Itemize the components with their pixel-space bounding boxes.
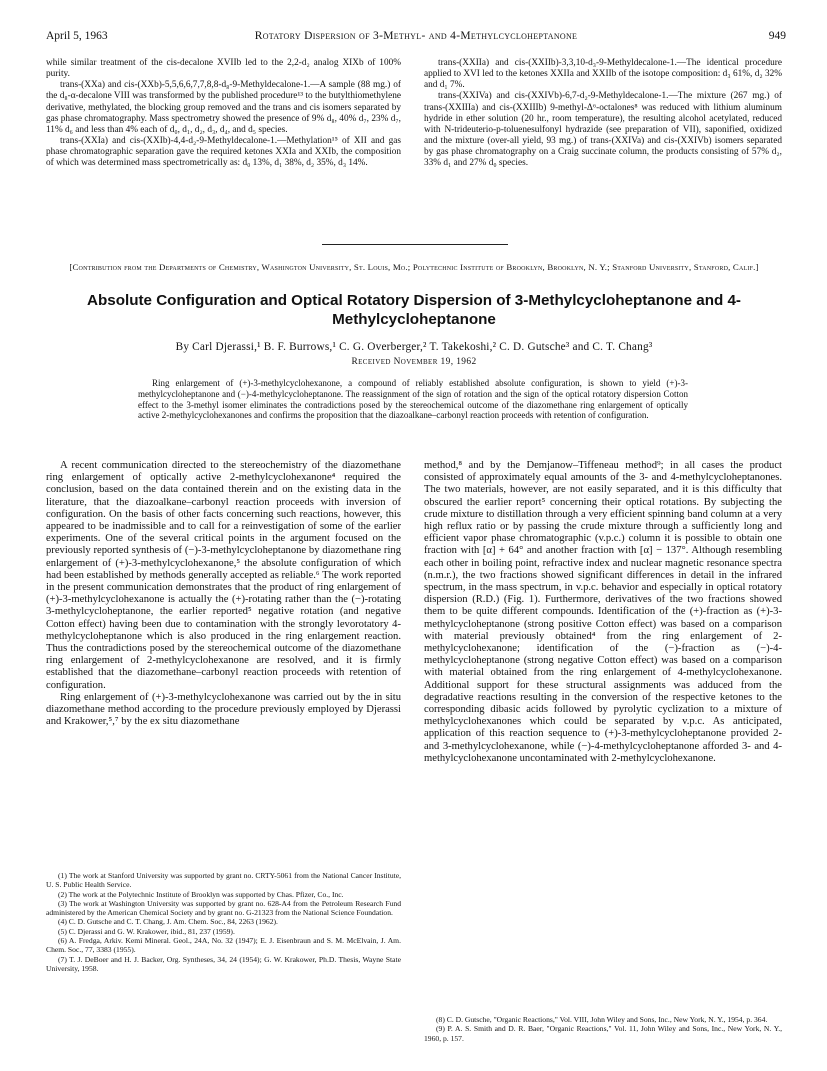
paragraph: trans-(XXIVa) and cis-(XXIVb)-6,7-d₂-9-Methyldecalone-1.—The mixture (267 mg.) of trans-(XXIIIa) and cis-(XXIIIb) 9-methyl-Δ⁶-octalones⁸ was reduced with lithium aluminum hydride in ether solution (20 hr., room temperature), the resulting alcohol acetylated, reduced with N-trideuterio-p-toluenesulfonyl hydrazide (see preparation of VII), saponified, oxidized and the mixture (over-all yield, 93 mg.) of trans-(XXIVa) and cis-(XXIVb) isomers separated by gas phase chromatography on a Craig succinate column, the products consisting of 57% d₂, 33% d₁ and 27% d₀ species. [424,91,782,169]
previous-article-right-column [424,58,782,170]
body-left-column [46,460,401,728]
article-divider [322,244,508,245]
paragraph: trans-(XXa) and cis-(XXb)-5,5,6,6,7,7,8,8-d₈-9-Methyldecalone-1.—A sample (88 mg.) of the d₈-α-decalone VIII was transformed by the published procedure¹³ to the butylthiomethylene derivative, methylated, the blocking group removed and the trans and cis isomers separated by gas phase chromatography. Mass spectrometry showed the presence of 9% d₈, 40% d₇, 23% d₇, 11% d₆ and less than 4% each of d₀, d₁, d₂, d₃, d₄, and d₅ species. [46,80,401,135]
author-line: By Carl Djerassi,¹ B. F. Burrows,¹ C. G. Overberger,² T. Takekoshi,² C. D. Gutsche³ and C. T. Chang³ [175,341,653,353]
footnote: (7) T. J. DeBoer and H. J. Backer, Org. Syntheses, 34, 24 (1954); G. W. Krakower, Ph.D. Thesis, Wayne State University, 1958. [46,954,401,973]
paragraph: A recent communication directed to the stereochemistry of the diazomethane ring enlargement of optically active 2-methylcyclohexanone⁴ required the conclusion, based on the data contained therein and on the existing data in the literature, that the diazoalkane–carbonyl reaction proceeds with inversion of configuration. On the basis of other facts concerning such reactions, however, this appeared to be inadmissible and to call for a reinvestigation of some of the earlier experiments. One of the several critical points in the argument focused on the previously reported synthesis of (−)-3-methylcycloheptanone by diazomethane ring enlargement of (+)-3-methylcyclohexanone,⁵ the absolute configuration of which had been established by methods generally accepted as reliable.⁶ The work reported in the present communication demonstrates that the product of ring enlargement of (+)-3-methylcyclohexanone is actually the (+)-rotating rather than the (−)-rotating 3-methylcycloheptanone, the earlier reported⁵ negative rotation (and negative Cotton effect) having been due to contamination with the strongly levorotatory 4-methylcycloheptanone which is also produced in the ring enlargement reaction. Thus the contradictions posed by the stereochemical outcome of the diazomethane ring enlargement of 2-methylcyclohexanone are resolved, and it is firmly established that the diazomethane–carbonyl reaction proceeds with retention of configuration. [46,460,401,691]
previous-article-left-column [46,58,401,170]
footnote: (3) The work at Washington University was supported by grant no. 628-A4 from the Petroleum Research Fund administered by the American Chemical Society and by grant no. G-21323 from the National Science Foundation. [46,898,401,918]
paragraph: while similar treatment of the cis-decalone XVIIb led to the 2,2-d₂ analog XIXb of 100% purity. [46,58,401,80]
issue-date: April 5, 1963 [46,30,108,42]
footnotes-right [424,1015,782,1043]
paragraph: trans-(XXIa) and cis-(XXIb)-4,4-d₂-9-Methyldecalone-1.—Methylation¹⁵ of XII and gas phase chromatographic separation gave the required ketones XXIa and XXIb, the composition of which was determined mass spectrometrically as: d₀ 13%, d₁ 38%, d₂ 35%, d₃ 14%. [46,136,401,169]
footnotes-left [46,871,401,973]
article-title: Absolute Configuration and Optical Rotatory Dispersion of 3-Methylcycloheptanone and 4-Methylcycloheptanone [87,292,741,328]
paragraph: Ring enlargement of (+)-3-methylcyclohexanone was carried out by the in situ diazomethane method according to the procedure previously employed by Djerassi and Krakower,⁵,⁷ by the ex situ diazomethane [46,691,401,728]
abstract: Ring enlargement of (+)-3-methylcyclohexanone, a compound of reliably established absolute configuration, is shown to yield (+)-3-methylcycloheptanone and (−)-4-methylcycloheptanone. The reassignment of the sign of rotation and the sign of the optical rotatory dispersion Cotton effect to the 3-methyl isomer eliminates the contradictions posed by the stereochemical outcome of the diazomethane ring enlargement of optically active 2-methylcyclohexanones and confirms the proposition that the diazoalkane–carbonyl reaction proceeds with retention of configuration. [138,378,688,421]
footnote: (1) The work at Stanford University was supported by grant no. CRTY-5061 from the National Cancer Institute, U. S. Public Health Service. [46,871,401,890]
running-title: Rotatory Dispersion of 3-Methyl- and 4-Methylcycloheptanone [254,30,578,42]
body-right-column [424,460,782,765]
footnote: (2) The work at the Polytechnic Institute of Brooklyn was supported by Chas. Pfizer, Co., Inc. [58,889,344,899]
footnote: (5) C. Djerassi and G. W. Krakower, ibid., 81, 237 (1959). [58,926,235,936]
footnote: (6) A. Fredga, Arkiv. Kemi Mineral. Geol., 24A, No. 32 (1947); E. J. Eisenbraun and S. M. McElvain, J. Am. Chem. Soc., 77, 3383 (1955). [46,936,401,955]
contribution-line: [Contribution from the Departments of Chemistry, Washington University, St. Louis, Mo.; Polytechnic Institute of Brooklyn, Brooklyn, N. Y.; Stanford University, Stanford, Calif.] [69,262,759,272]
footnote: (4) C. D. Gutsche and C. T. Chang, J. Am. Chem. Soc., 84, 2263 (1962). [58,917,278,927]
running-head [46,30,786,46]
footnote: (9) P. A. S. Smith and D. R. Baer, "Organic Reactions," Vol. 11, John Wiley and Sons, Inc., New York, N. Y., 1960, p. 157. [424,1024,782,1043]
page-number: 949 [768,30,786,42]
paragraph: trans-(XXIIa) and cis-(XXIIb)-3,3,10-d₃-9-Methyldecalone-1.—The identical procedure applied to XVI led to the ketones XXIIa and XXIIb of the isotope composition: d₃ 61%, d₂ 32% and d₁ 7%. [424,58,782,91]
received-date: Received November 19, 1962 [351,357,477,367]
paragraph: method,⁸ and by the Demjanow–Tiffeneau method⁹; in all cases the product consisted of approximately equal amounts of the 3- and 4-methylcycloheptanones. The two materials, however, are not easily separated, and it is this difficulty that obscured the earlier report⁵ concerning their optical rotations. By subjecting the crude mixture to distillation through a very efficient spinning band column at a very high reflux ratio or by passing the crude mixture through a sufficiently long and efficient vapor phase chromatographic (v.p.c.) column it is possible to obtain one fraction with [α] + 64° and another fraction with [α] − 137°. Although resembling each other in boiling point, refractive index and nuclear magnetic resonance spectra (n.m.r.), the two fractions showed significant differences in detail in the infrared spectrum, in the mass spectrum, in v.p.c. behavior and especially in optical rotatory dispersion (R.D.) (Fig. 1). Furthermore, derivatives of the two fractions showed them to be quite different compounds. Identification of the (+)-fraction as (+)-3-methylcycloheptanone (strong positive Cotton effect) was based on a comparison with material previously obtained⁴ from the ring enlargement of 2-methylcyclohexanone; identification of the (−)-fraction as (−)-4-methylcycloheptanone (strong negative Cotton effect) was based on a comparison with material obtained from the ring enlargement of 4-methylcyclohexanone. Additional support for these structural assignments was adduced from the degradative reactions resulting in the conversion of the respective ketones to the corresponding dibasic acids followed by pyrolytic cyclization to a mixture of methylcyclohexanones which could be separated by v.p.c. As anticipated, application of this reaction sequence to (+)-3-methylcycloheptanone provided 2- and 3-methylcyclohexanone, while (−)-4-methylcycloheptanone afforded 3- and 4-methylcyclohexanone uncontaminated with 2-methylcyclohexanone. [424,460,782,764]
footnote: (8) C. D. Gutsche, "Organic Reactions," Vol. VIII, John Wiley and Sons, Inc., New York, N. Y., 1954, p. 364. [436,1015,768,1024]
